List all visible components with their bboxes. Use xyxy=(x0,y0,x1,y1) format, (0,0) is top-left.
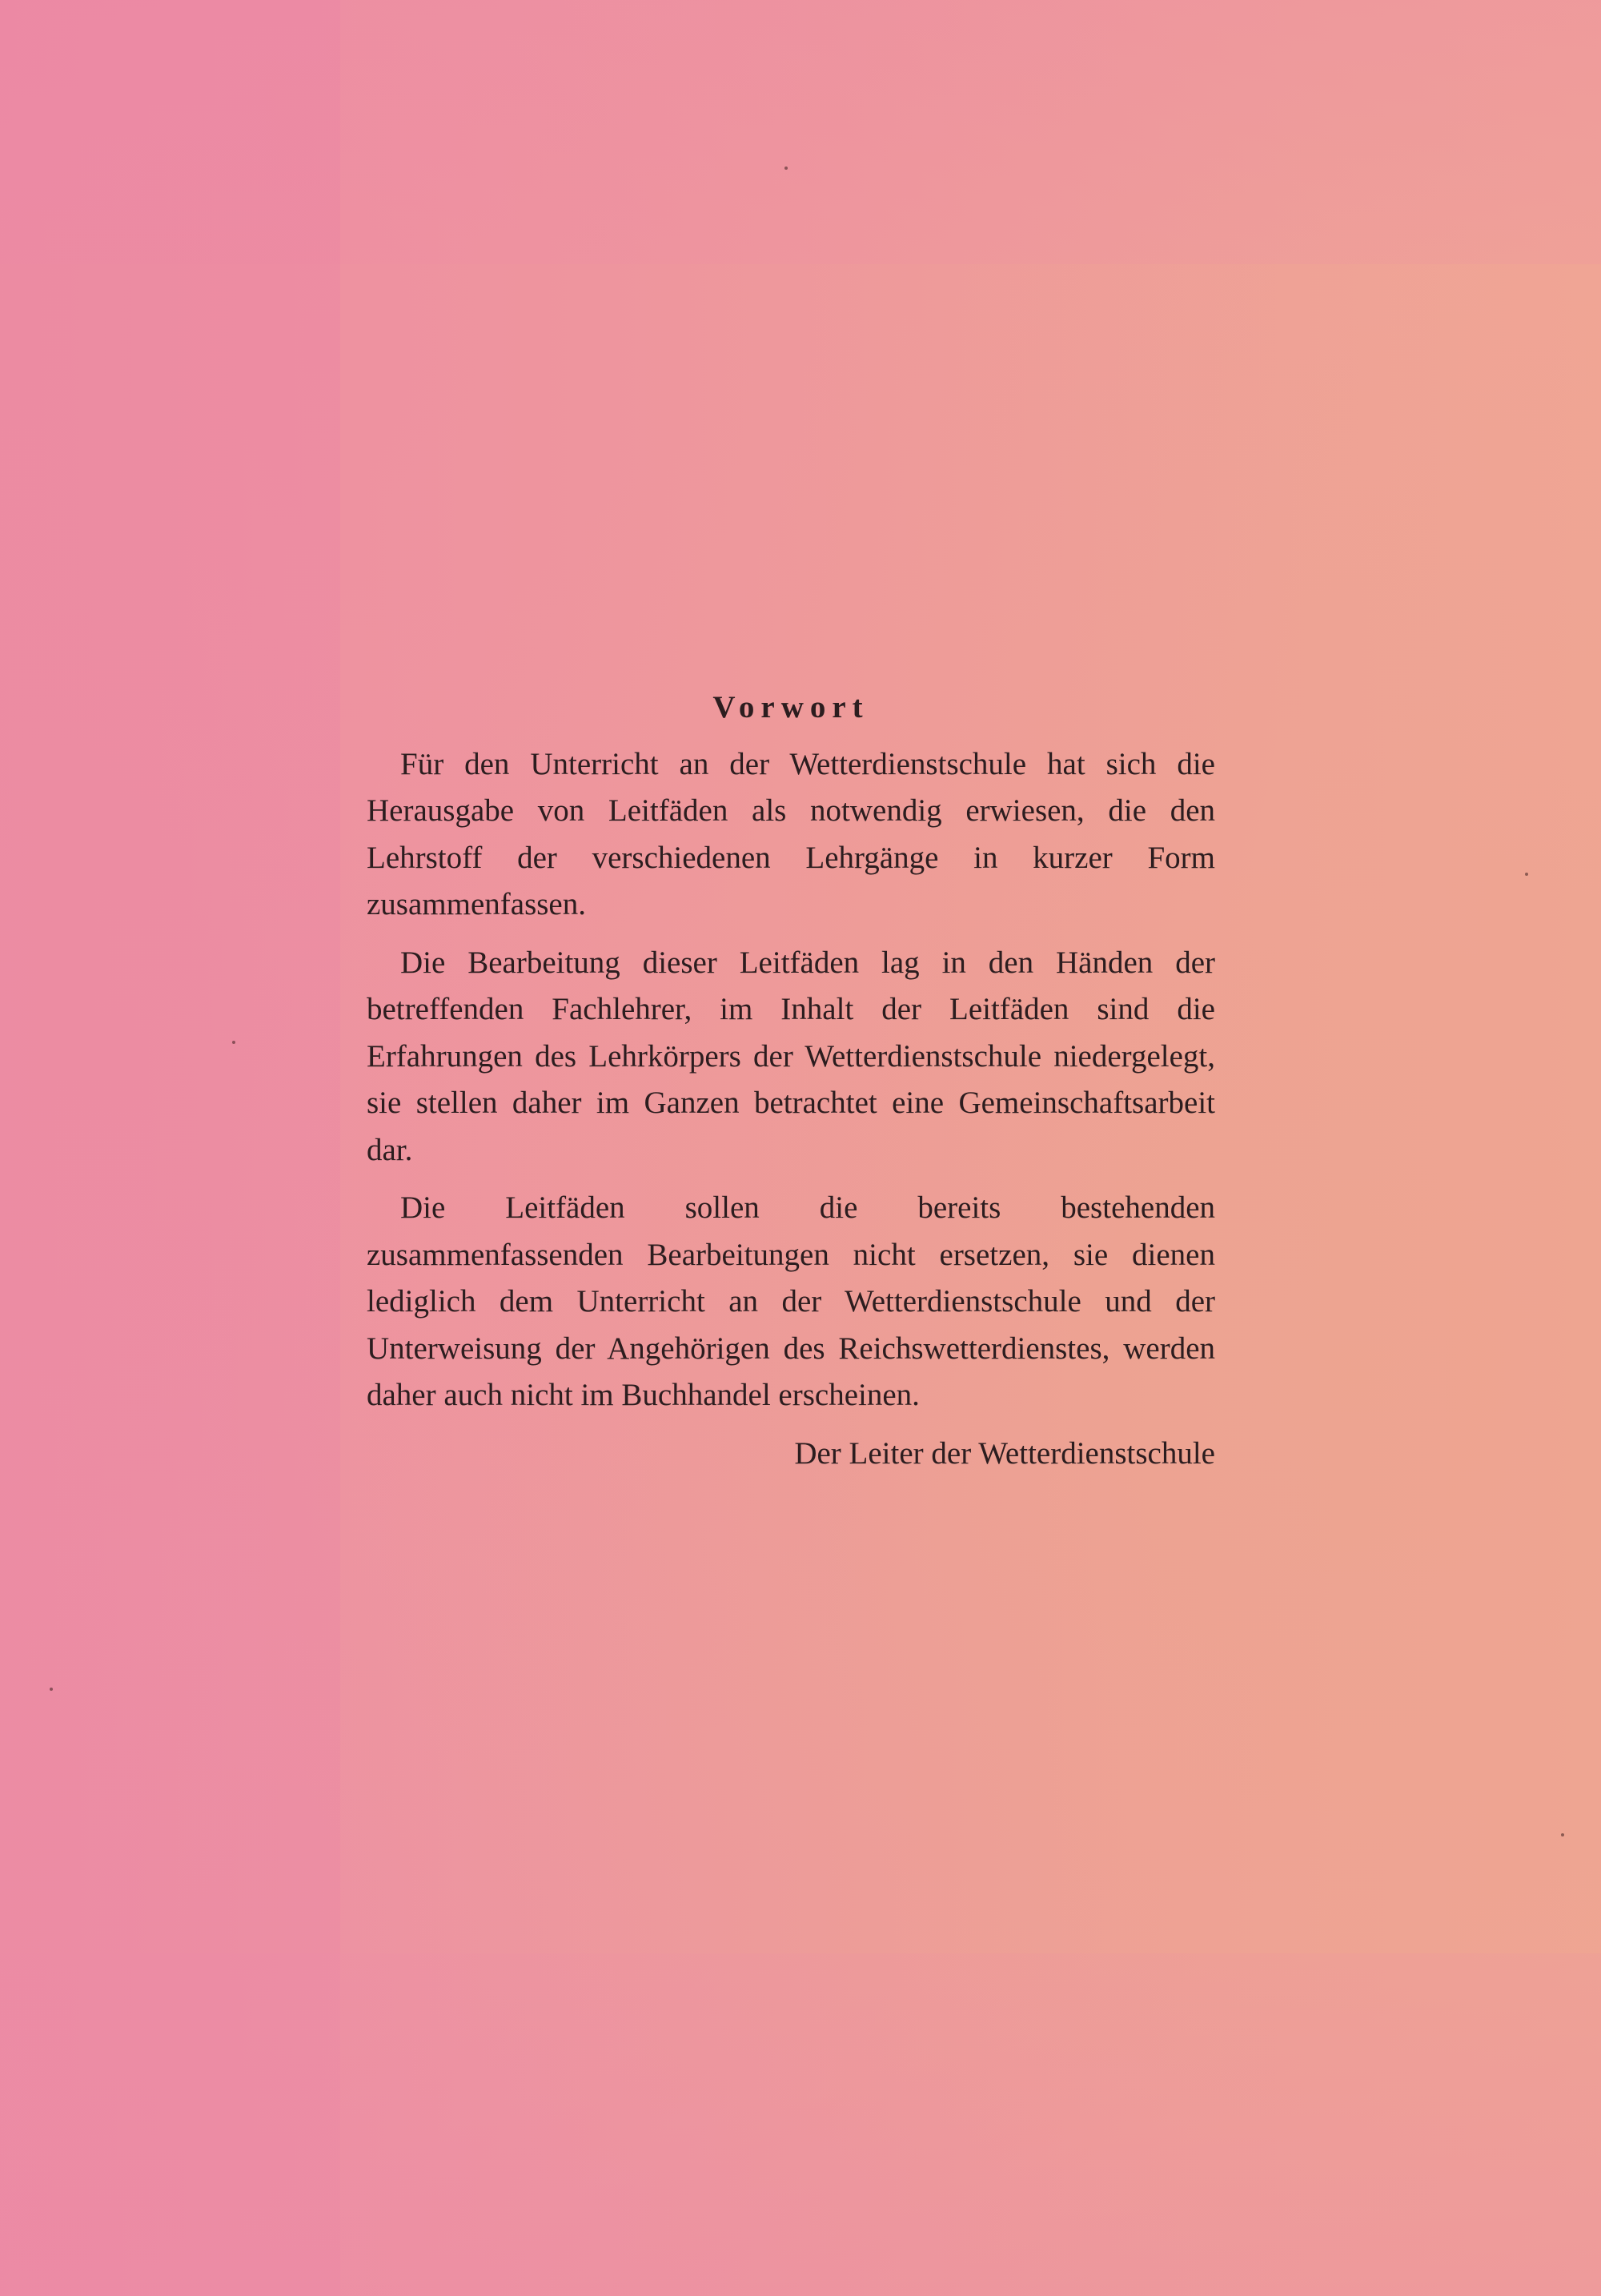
paper-speck xyxy=(1561,1833,1564,1836)
foreword-paragraph-1: Für den Unterricht an der Wetterdienstschule hat sich die Herausgabe von Leitfäden als notwendig erwiesen, die den Lehrstoff der verschiedenen Lehrgänge in kurzer Form zusammenfassen. xyxy=(367,746,1215,921)
paper-speck xyxy=(50,1688,53,1691)
foreword-paragraph-3: Die Leitfäden sollen die bereits bestehenden zusammenfassenden Bearbeitungen nicht ersetzen, sie dienen lediglich dem Unterricht an der Wetterdienstschule und der Unterweisung der Angehörigen des Reichswetterdienstes, werden daher auch nicht im Buchhandel erscheinen. xyxy=(367,1190,1215,1412)
paper-tint-bottom xyxy=(0,1953,1601,2296)
paper-speck xyxy=(784,167,788,170)
foreword-paragraph-2: Die Bearbeitung dieser Leitfäden lag in den Händen der betreffenden Fachlehrer, im Inhalt der Leitfäden sind die Erfahrungen des Lehrkörpers der Wetterdienstschule niedergelegt, sie stellen daher im Ganzen betrachtet eine Gemeinschaftsarbeit dar. xyxy=(367,945,1215,1167)
paper-speck xyxy=(1525,873,1528,876)
paper-tint-left xyxy=(0,0,340,2296)
foreword-heading: Vorwort xyxy=(712,690,869,725)
foreword-signature: Der Leiter der Wetterdienstschule xyxy=(794,1435,1215,1471)
paper-speck xyxy=(232,1041,235,1044)
foreword-text-block xyxy=(367,684,1215,1477)
